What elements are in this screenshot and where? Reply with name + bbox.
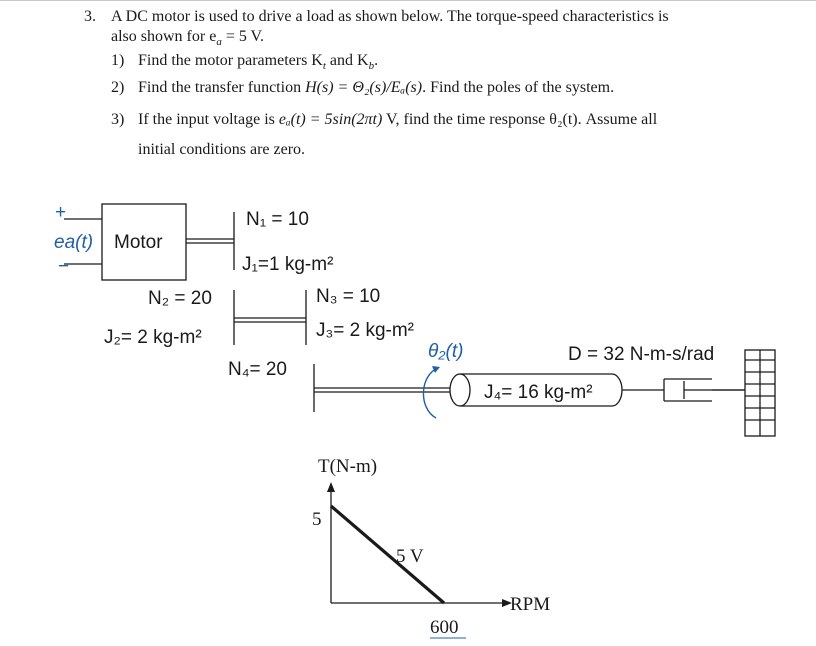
item-3-text: If the input voltage is eₐ(t) = 5sin(2πt) V, find the time response θ₂(t). Assume all [138,111,658,128]
y-axis-label: T(N-m) [318,456,378,477]
torque-speed-line [331,506,444,603]
item-3-number: 3) [111,111,125,128]
inertia-j1-label: J₁=1 kg-m² [242,254,334,275]
problem-line-2: also shown for $e_a = 5$ V. [111,28,265,49]
item-2-text: Find the transfer function H(s) = Θ₂(s)/Eₐ(s). Find the poles of the system. [138,79,615,96]
gear-n4-label: N₄= 20 [228,359,287,380]
item-1-number: 1) [111,52,125,69]
gear-n2-label: N₂ = 20 [148,288,212,309]
x-axis-label: RPM [510,594,551,615]
series-label: 5 V [396,546,424,567]
source-voltage-label: ea(t) [54,232,94,253]
problem-number: 3. [84,8,96,25]
damper-label: D = 32 N-m-s/rad [568,344,715,365]
item-2-number: 2) [111,79,125,96]
x-tick-label: 600 [430,617,459,638]
item-1-text: Find the motor parameters $K_t$ and $K_b$. [138,52,379,73]
inertia-j3-label: J₃= 2 kg-m² [316,320,415,341]
plus-terminal-label: + [55,202,67,223]
y-tick-label: 5 [312,509,322,530]
gear-n3-label: N₃ = 10 [316,286,381,307]
problem-line-1: A DC motor is used to drive a load as shown below. The torque-speed characteristics is [111,8,669,25]
theta2-label: θ₂(t) [428,341,464,362]
inertia-j2-label: J₂= 2 kg-m² [104,327,202,348]
minus-terminal-label: − [58,256,70,277]
y-axis-arrow-icon [327,482,335,492]
motor-label: Motor [114,232,163,253]
gear-n1-label: N₁ = 10 [246,209,309,230]
inertia-j4-label: J₄= 16 kg-m² [484,382,593,403]
item-3-continuation: initial conditions are zero. [138,141,306,158]
